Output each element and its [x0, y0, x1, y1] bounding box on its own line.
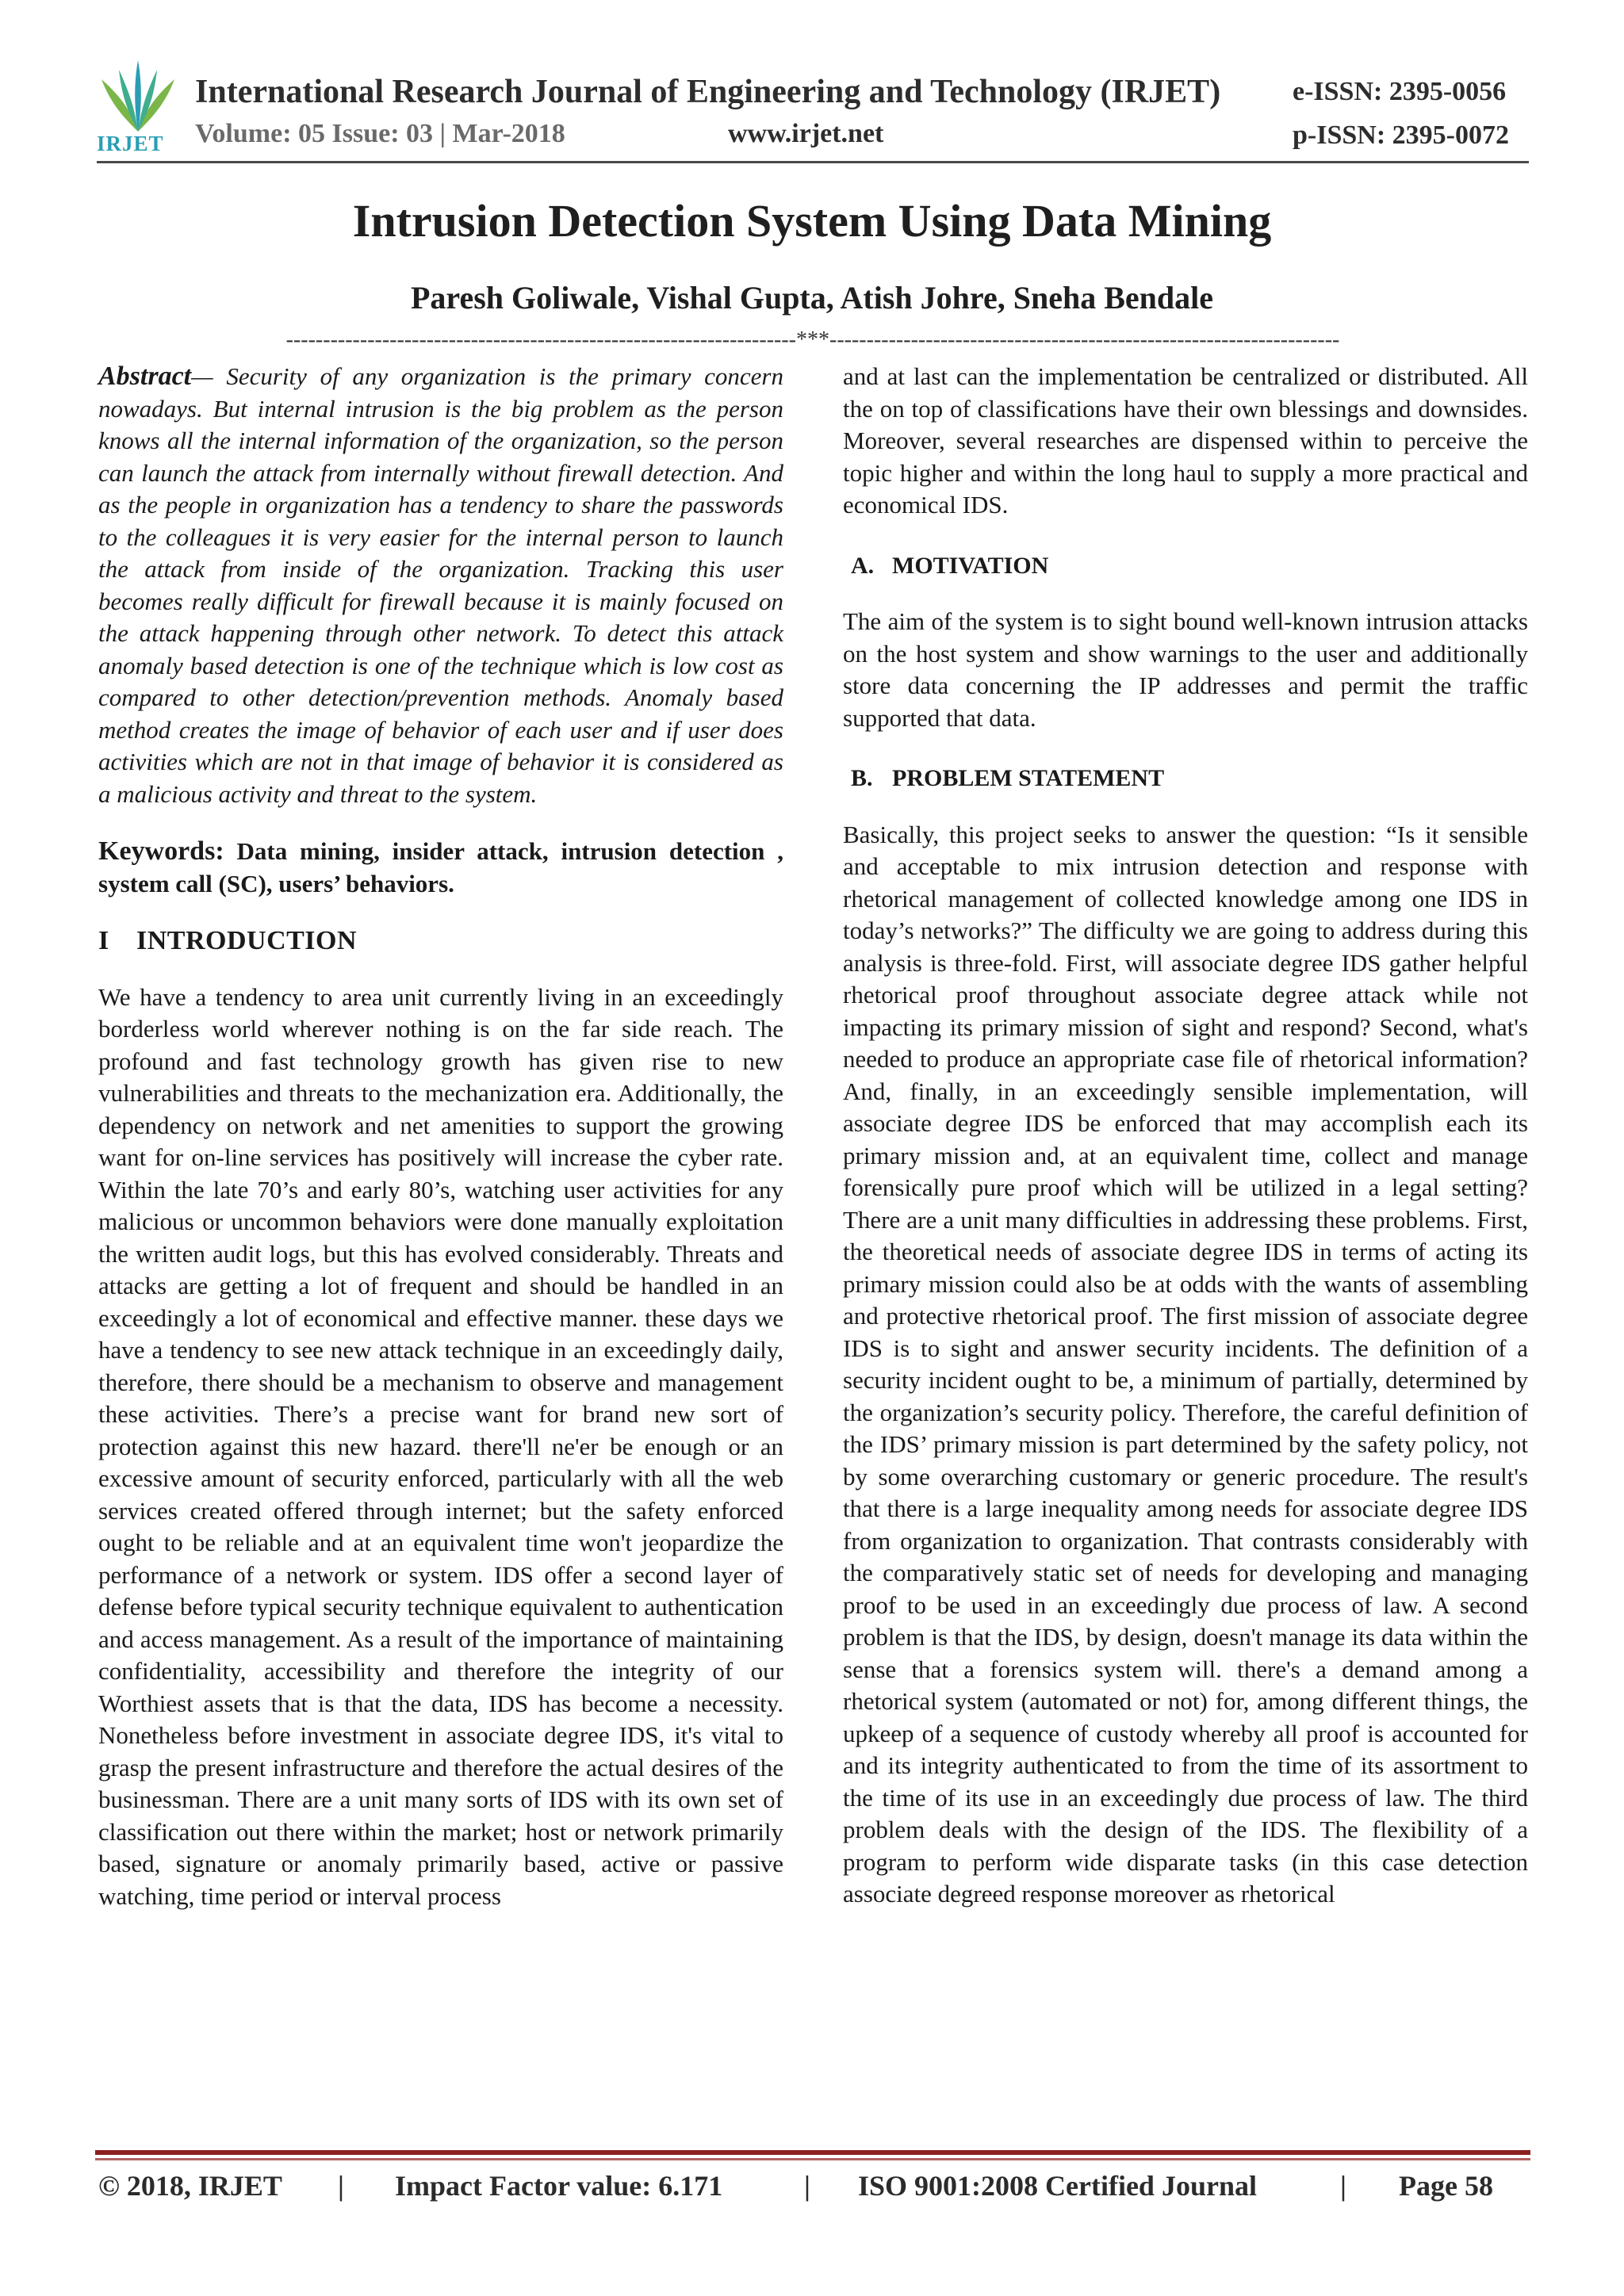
subsection-title: PROBLEM STATEMENT [892, 765, 1165, 791]
section-title: INTRODUCTION [136, 926, 358, 955]
section-separator: ---------------------------------------------------------------------***--------------------------------------------------------------------- [285, 327, 1340, 352]
keywords [98, 836, 783, 900]
footer-separator: | [338, 2170, 344, 2202]
journal-logo [94, 55, 182, 155]
footer-divider [95, 2150, 1530, 2155]
footer-impact-factor: Impact Factor value: 6.171 [395, 2170, 723, 2202]
footer-separator: | [1340, 2170, 1346, 2202]
subsection-number: A. [851, 552, 875, 579]
subsection-heading-motivation [851, 550, 1528, 583]
volume-issue: Volume: 05 Issue: 03 | Mar-2018 [195, 119, 565, 148]
right-column [843, 361, 1528, 1911]
introduction-continuation: and at last can the implementation be centralized or distributed. All the on top of classifications have their own blessings and downsides. Moreover, several researches are dispensed within to perceive the topic higher and within the long haul to supply a more practical and economical IDS. [843, 362, 1528, 519]
abstract-text: — Security of any organization is the primary concern nowadays. But internal intrusion is the big problem as the person knows all the internal information of the organization, so the person can launch the attack from internally without firewall detection. And as the people in organization has a tendency to share the passwords to the colleagues it is very easier for the internal person to launch the attack from inside of the organization. Tracking this user becomes really difficult for firewall because it is mainly focused on the attack happening through other network. To detect this attack anomaly based detection is one of the technique which is low cost as compared to other detection/prevention methods. Anomaly based method creates the image of behavior of each user and if user does activities which are not in that image of behavior it is considered as a malicious activity and threat to the system. [98, 362, 783, 808]
left-column [98, 361, 783, 1912]
eissn: e-ISSN: 2395-0056 [1293, 77, 1507, 106]
logo-wordmark: IRJET [97, 132, 164, 155]
introduction-text: We have a tendency to area unit currently living in an exceedingly borderless world wherever nothing is on the far side reach. The profound and fast technology growth has given rise to new vulnerabilities and threats to the mechanization era. Additionally, the dependency on network and net amenities to support the growing want for on-line services has positively will increase the cyber rate. Within the late 70’s and early 80’s, watching user activities for any malicious or uncommon behaviors were done manually exploitation the written audit logs, but this has evolved considerably. Threats and attacks are getting a lot of frequent and should be handled in an exceedingly a lot of economical and effective manner. these days we have a tendency to see new attack technique in an exceedingly daily, therefore, there should be a mechanism to observe and management these activities. There’s a precise want for brand new sort of protection against this new hazard. there'll ne'er be enough or an excessive amount of security enforced, particularly with all the web services created offered through internet; but the safety enforced ought to be reliable and at an equivalent time won't jeopardize the performance of a network or system. IDS offer a second layer of defense before typical security technique equivalent to authentication and access management. As a result of the importance of maintaining confidentiality, accessibility and therefore the integrity of our Worthiest assets that is that the data, IDS has become a necessity. Nonetheless before investment in associate degree IDS, it's vital to grasp the present infrastructure and therefore the actual desires of the businessman. There are a unit many sorts of IDS with its own set of classification out there within the market; host or network primarily based, signature or anomaly primarily based, active or passive watching, time period or interval process [98, 982, 783, 1910]
footer-iso: ISO 9001:2008 Certified Journal [858, 2170, 1257, 2202]
keywords-text: Data mining, insider attack, intrusion detection , system call (SC), users’ behaviors. [98, 837, 783, 897]
problem-statement-text: Basically, this project seeks to answer the question: “Is it sensible and acceptable to mix intrusion detection and response with rhetorical management of collected knowledge among one IDS in today’s networks?” The difficulty we are going to address during this analysis is three-fold. First, will associate degree IDS gather helpful rhetorical proof throughout associate degree attack while not impacting its primary mission of sight and respond? Second, what's needed to produce an appropriate case file of rhetorical information? And, finally, in an exceedingly sensible implementation, will associate degree IDS be enforced that may accomplish each its primary mission and, at an equivalent time, collect and manage forensically pure proof which will be utilized in a legal setting? There are a unit many difficulties in addressing these problems. First, the theoretical needs of associate degree IDS in terms of acting its primary mission could also be at odds with the wants of assembling and protective rhetorical proof. The first mission of associate degree IDS is to sight and answer security incidents. The definition of a security incident ought to be, a minimum of partially, determined by the organization’s security policy. Therefore, the careful definition of the IDS’ primary mission is part determined by the safety policy, not by some overarching customary or generic procedure. The result's that there is a large inequality among needs for associate degree IDS from organization to organization. That contrasts considerably with the comparatively static set of needs for developing and managing proof to be used in an exceedingly due process of law. A second problem is that the IDS, by design, doesn't manage its data within the sense that a forensics system will. there's a demand among a rhetorical system (automated or not) for, among different things, the upkeep of a sequence of custody whereby all proof is accounted for and its integrity authenticated to from the time of its assortment to the time of its use in an exceedingly due process of law. The third problem deals with the design of the IDS. The flexibility of a program to perform wide disparate tasks (in this case detection associate degreed response moreover as rhetorical [843, 820, 1528, 1908]
paper-title: Intrusion Detection System Using Data Mining [352, 195, 1272, 247]
footer-divider-thin [95, 2158, 1530, 2160]
footer-page-number: Page 58 [1399, 2170, 1493, 2202]
paper-authors: Paresh Goliwale, Vishal Gupta, Atish Johre, Sneha Bendale [410, 280, 1213, 316]
abstract-label: Abstract [98, 362, 192, 391]
journal-website-link[interactable]: www.irjet.net [728, 119, 884, 148]
journal-title: International Research Journal of Engineering and Technology (IRJET) [195, 74, 1221, 110]
motivation-text: The aim of the system is to sight bound well-known intrusion attacks on the host system and show warnings to the user and additionally store data concerning the IP addresses and permit the traffic supported that data. [843, 607, 1528, 732]
footer-copyright: © 2018, IRJET [98, 2170, 282, 2202]
keywords-label: Keywords: [98, 836, 224, 866]
section-heading-introduction [98, 925, 783, 958]
abstract [98, 361, 783, 810]
section-number: I [98, 926, 109, 955]
subsection-heading-problem-statement [851, 763, 1528, 795]
subsection-title: MOTIVATION [892, 552, 1049, 579]
pissn: p-ISSN: 2395-0072 [1293, 121, 1509, 150]
footer-separator: | [804, 2170, 810, 2202]
header-divider [97, 161, 1529, 163]
subsection-number: B. [851, 765, 873, 791]
